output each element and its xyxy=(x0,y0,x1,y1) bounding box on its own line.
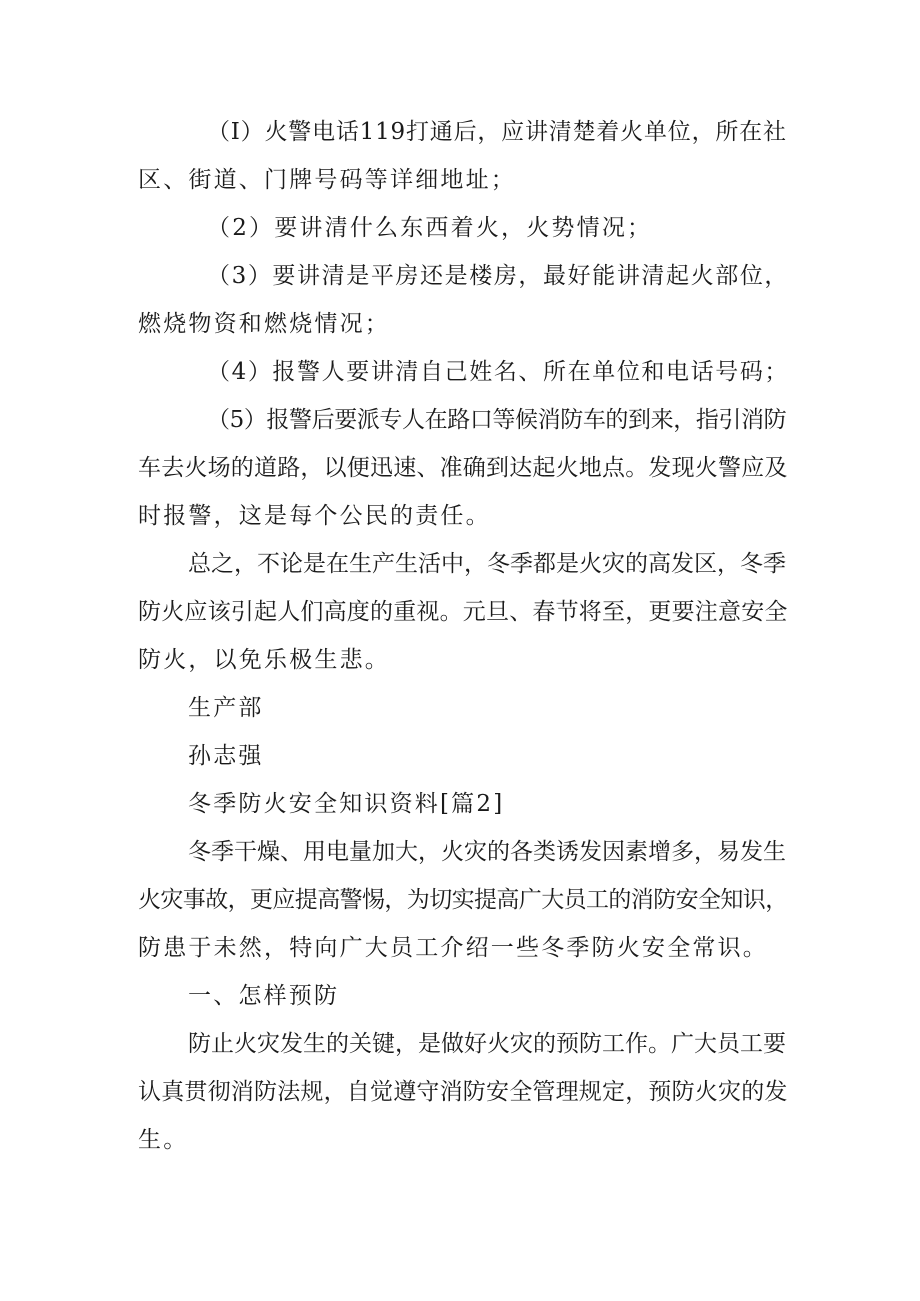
text-line: （3）要讲清是平房还是楼房，最好能讲清起火部位， xyxy=(207,263,790,289)
text-line: 区、街道、门牌号码等详细地址； xyxy=(138,167,516,193)
text-line: （I）火警电话119打通后，应讲清楚着火单位，所在社 xyxy=(207,119,787,145)
text-line: 认真贯彻消防法规，自觉遵守消防安全管理规定，预防火灾的发 xyxy=(138,1079,788,1105)
signature-name: 孙志强 xyxy=(188,743,264,769)
text-line: 防患于未然，特向广大员工介绍一些冬季防火安全常识。 xyxy=(138,935,768,961)
text-line: 防火，以免乐极生悲。 xyxy=(138,647,390,673)
text-line: 车去火场的道路，以便迅速、准确到达起火地点。发现火警应及 xyxy=(138,455,788,481)
signature-department: 生产部 xyxy=(188,695,264,721)
text-line: 燃烧物资和燃烧情况； xyxy=(138,311,390,337)
text-line: （5）报警后要派专人在路口等候消防车的到来，指引消防 xyxy=(207,407,787,433)
text-line: 火灾事故，更应提高警惕，为切实提高广大员工的消防安全知识， xyxy=(138,887,788,913)
text-line: 生。 xyxy=(138,1127,189,1153)
text-line: 总之，不论是在生产生活中，冬季都是火灾的高发区，冬季 xyxy=(188,551,786,577)
text-line: （2）要讲清什么东西着火，火势情况； xyxy=(207,215,653,241)
text-line: （4）报警人要讲清自己姓名、所在单位和电话号码； xyxy=(207,359,790,385)
text-line: 时报警，这是每个公民的责任。 xyxy=(138,503,491,529)
section-title: 冬季防火安全知识资料[篇2] xyxy=(188,791,505,817)
text-line: 防火应该引起人们高度的重视。元旦、春节将至，更要注意安全 xyxy=(138,599,788,625)
subsection-heading: 一、怎样预防 xyxy=(188,983,340,1009)
text-line: 冬季干燥、用电量加大，火灾的各类诱发因素增多，易发生 xyxy=(188,839,786,865)
text-line: 防止火灾发生的关键，是做好火灾的预防工作。广大员工要 xyxy=(188,1031,786,1057)
